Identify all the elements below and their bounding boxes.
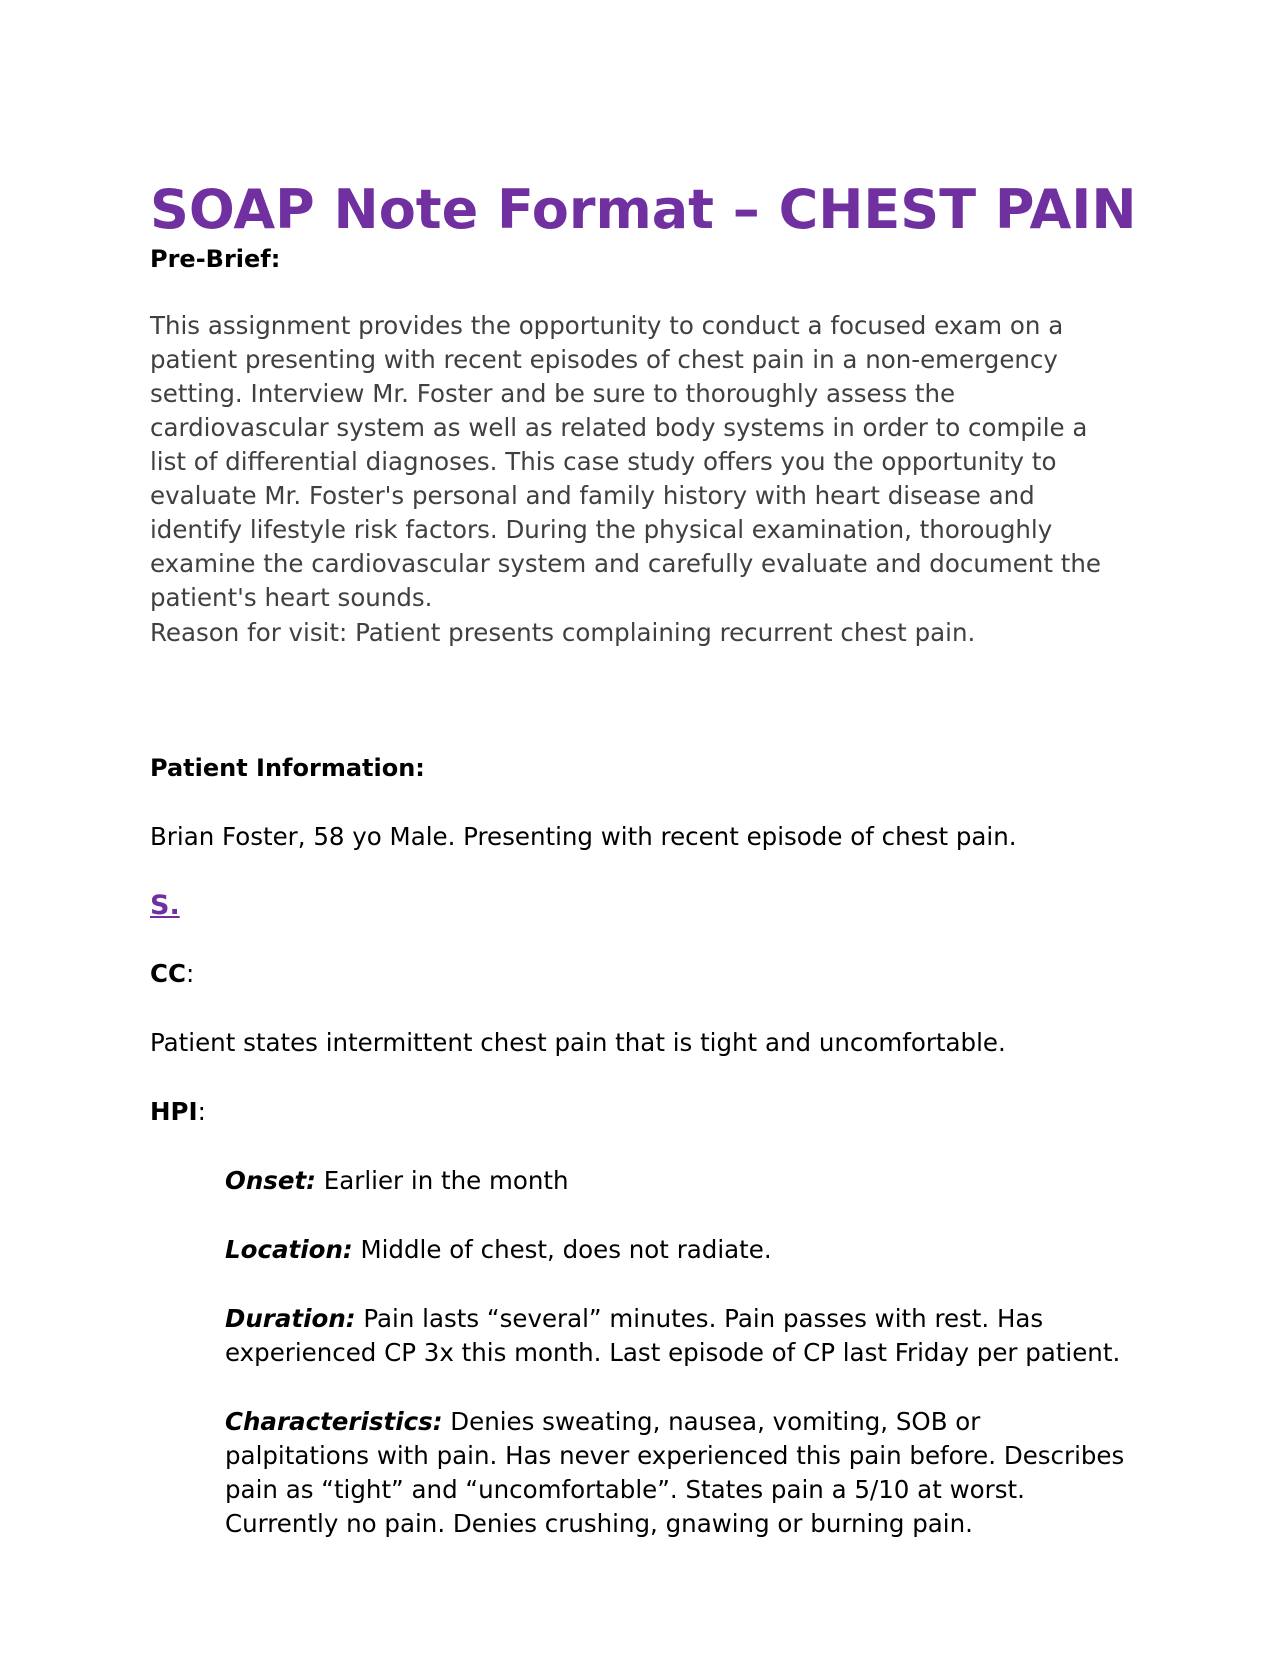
cc-label: CC [150, 959, 186, 988]
hpi-colon: : [197, 1097, 206, 1126]
hpi-duration-value: Pain lasts “several” minutes. Pain passes with rest. Has experienced CP 3x this month. Last episode of CP last Friday per patient. [225, 1304, 1121, 1367]
patient-info-text: Brian Foster, 58 yo Male. Presenting with recent episode of chest pain. [150, 822, 1017, 851]
hpi-duration-key: Duration: [225, 1304, 356, 1333]
patient-info-heading: Patient Information: [150, 754, 425, 782]
reason-for-visit: Reason for visit: Patient presents complaining recurrent chest pain. [150, 618, 976, 647]
hpi-characteristics [225, 1405, 1125, 1541]
cc-label-line [150, 957, 194, 991]
prebrief-paragraph: This assignment provides the opportunity to conduct a focused exam on a patient presenting with recent episodes of chest pain in a non-emergency setting. Interview Mr. Foster and be sure to thoroughly assess the cardiovascular system as well as related body systems in order to compile a list of differential diagnoses. This case study offers you the opportunity to evaluate Mr. Foster's personal and family history with heart disease and identify lifestyle risk factors. During the physical examination, thoroughly examine the cardiovascular system and carefully evaluate and document the patient's heart sounds. [150, 311, 1101, 612]
hpi-location-key: Location: [225, 1235, 353, 1264]
hpi-label-line [150, 1095, 206, 1129]
cc-colon: : [185, 959, 195, 988]
hpi-location [225, 1233, 1125, 1267]
hpi-characteristics-key: Characteristics: [225, 1407, 443, 1436]
prebrief-heading: Pre-Brief: [150, 245, 281, 273]
hpi-onset [225, 1164, 1125, 1198]
hpi-duration [225, 1302, 1125, 1370]
hpi-onset-key: Onset: [225, 1166, 316, 1195]
hpi-label: HPI [150, 1097, 198, 1126]
hpi-location-value: Middle of chest, does not radiate. [352, 1235, 772, 1264]
subjective-heading: S. [150, 890, 180, 921]
hpi-onset-value: Earlier in the month [315, 1166, 569, 1195]
cc-text: Patient states intermittent chest pain that is tight and uncomfortable. [150, 1028, 1006, 1057]
hpi-characteristics-value: Denies sweating, nausea, vomiting, SOB or palpitations with pain. Has never experienced this pain before. Describes pain as “tight” and “uncomfortable”. States pain a 5/10 at worst. Currently no pain. Denies crushing, gnawing or burning pain. [225, 1407, 1125, 1538]
page-title: SOAP Note Format – CHEST PAIN [150, 178, 1137, 241]
